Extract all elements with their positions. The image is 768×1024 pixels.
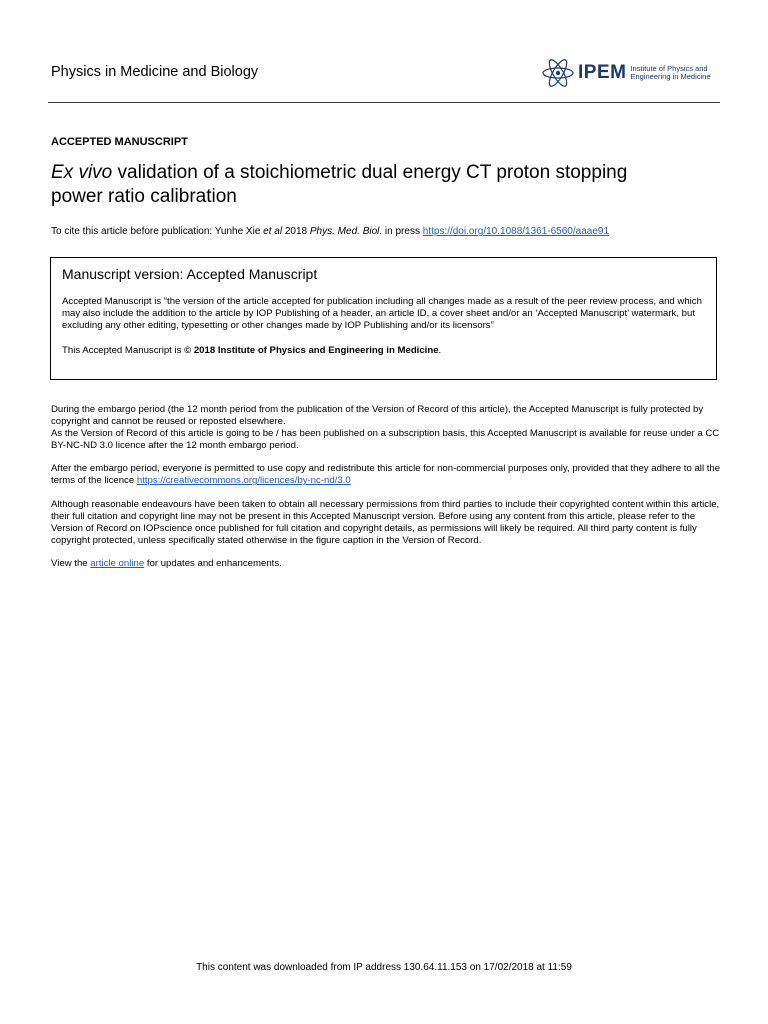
logo-subtitle-line-1: Institute of Physics and	[630, 63, 708, 73]
embargo-paragraph-2: As the Version of Record of this article is going to be / has been published on a subscription basis, this Accepted Manuscript is available for reuse under a CC BY-NC-ND 3.0 licence after the 12 month embargo period.	[51, 428, 720, 451]
manuscript-version-box	[50, 257, 717, 380]
copyright-holder: © 2018 Institute of Physics and Engineering in Medicine	[184, 345, 439, 356]
box-body: Accepted Manuscript is “the version of the article accepted for publication including all changes made as a result of the peer review process, and which may also include the addition to the article by IOP Publishing of a header, an article ID, a cover sheet and/or an ‘Accepted Manuscript’ watermark, but excluding any other editing, typesetting or other changes made by IOP Publishing and/or its licensors”	[62, 296, 702, 331]
title-line-1: validation of a stoichiometric dual energy CT proton stopping	[112, 162, 628, 183]
citation-prefix: To cite this article before publication: Yunhe Xie	[51, 226, 264, 237]
logo-subtitle	[630, 65, 710, 82]
title-italic: Ex vivo	[51, 162, 113, 183]
permissions-paragraph: Although reasonable endeavours have been taken to obtain all necessary permissions from third parties to include their copyrighted content within this article, their full citation and copyright line may not be present in this Accepted Manuscript version. Before using any content from this article, please refer to the Version of Record on IOPscience once published for full citation and copyright details, as permissions will likely be required. All third party content is fully copyright protected, unless specifically stated otherwise in the figure caption in the Version of Record.	[51, 499, 720, 546]
view-suffix: for updates and enhancements.	[144, 558, 282, 569]
citation-status: in press	[382, 226, 423, 237]
journal-name: Physics in Medicine and Biology	[51, 64, 259, 80]
title-line-2: power ratio calibration	[51, 186, 237, 207]
page-header	[48, 52, 720, 103]
citation-etal: et al	[263, 226, 283, 237]
citation-line	[51, 226, 609, 237]
copyright-prefix: This Accepted Manuscript is	[62, 345, 185, 356]
doi-link[interactable]: https://doi.org/10.1088/1361-6560/aaae91	[422, 226, 609, 237]
view-online-paragraph	[51, 558, 721, 570]
citation-journal: Phys. Med. Biol.	[309, 226, 383, 237]
licence-link[interactable]: https://creativecommons.org/licences/by-nc-nd/3.0	[136, 475, 351, 486]
after-embargo-text: After the embargo period, everyone is permitted to use copy and redistribute this article for non-commercial purposes only, provided that they adhere to all the terms of the licence	[51, 463, 721, 486]
view-prefix: View the	[51, 558, 91, 569]
accepted-manuscript-label: ACCEPTED MANUSCRIPT	[51, 136, 188, 148]
ipem-logo	[540, 58, 711, 88]
atom-icon	[540, 59, 576, 87]
embargo-paragraph-1: During the embargo period (the 12 month period from the publication of the Version of Record of this article), the Accepted Manuscript is fully protected by copyright and cannot be reused or reposted elsewhere.	[51, 404, 704, 427]
citation-year: 2018	[282, 226, 310, 237]
copyright-suffix: .	[438, 345, 442, 356]
copyright-line	[62, 345, 441, 356]
logo-text: IPEM	[578, 62, 627, 83]
download-footer: This content was downloaded from IP address 130.64.11.153 on 17/02/2018 at 11:59	[196, 962, 572, 973]
logo-subtitle-line-2: Engineering in Medicine	[630, 72, 711, 81]
after-embargo-paragraph	[51, 463, 721, 487]
article-online-link[interactable]: article online	[90, 558, 145, 569]
article-title	[51, 161, 731, 209]
box-title: Manuscript version: Accepted Manuscript	[62, 266, 318, 282]
